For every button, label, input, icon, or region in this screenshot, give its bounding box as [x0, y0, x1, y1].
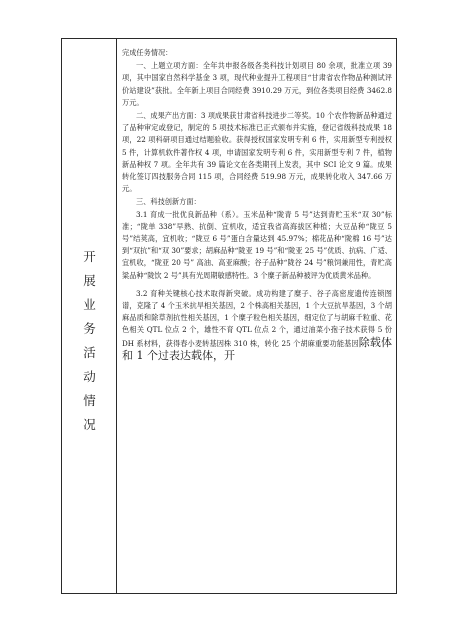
section1-title: 一、上题立项方面：	[136, 61, 203, 71]
section2-paragraph	[122, 110, 392, 195]
side-label-char: 动	[83, 369, 96, 384]
section3-1-text: 玉米品种“陇青 5 号”达到青贮玉米“双 30”标准；“陇单 338”早熟、抗倒、宜机收，适宜我省高海拔区种植；大豆品种“陇豆 5 号”结荚高，宜机收；“陇豆 6 号”蛋白含量达到 45.97%；棉花品种“陇棉 16 号”达到“双抗”和“双 30”要求；胡麻品种“陇亚 19 号”和“陇亚 25 号”优质、抗病、广适、宜机收，“陇亚 20 号” 高油、高亚麻酸；谷子品种“陇谷 24 号”粮饲兼用性，青贮高粱品种“陇饮 2 号”具有光周期敏感特性。3 个糜子新品种被评为优质黄米品种。	[122, 209, 392, 280]
side-label-char: 业	[83, 297, 96, 312]
section3-title: 三、科技创新方面：	[136, 197, 201, 207]
content-area	[122, 47, 392, 363]
intro-line: 完成任务情况：	[122, 48, 173, 57]
side-label-char: 务	[83, 321, 96, 336]
section3-1-title: 3.1 育成一批优良新品种（系）。	[136, 209, 244, 219]
form-table	[61, 38, 397, 594]
section2-text: 3 项成果获甘肃省科技进步二等奖。10 个农作物新品种通过了品种审定或登记，制定的 5 项技术标准已正式颁布并实施，登记省级科技成果 18 项，22 项科研项目通过结题验收。获得授权国家发明专利 6 件，实用新型专利授权 5 件，计算机软件著作权 4 项，申请国家发明专利 6 件，实用新型专利 7 件，植物新品种权 7 项。全年共有 39 篇论文在各类期刊上发表，其中 SCI 论文 9 篇。成果转化签订四技服务合同 115 项，合同经费 519.98 万元，成果转化收入 347.66 万元。	[122, 111, 392, 194]
section3-2-paragraph	[122, 288, 392, 363]
side-label-char: 活	[83, 345, 96, 360]
section3-2-text: 成功构建了糜子、谷子高密度遗传连锁图谱，克隆了 4 个玉米抗旱相关基因，2 个株高相关基因，1 个大豆抗旱基因，3 个胡麻品质和除草剂抗性相关基因，1 个糜子粒色相关基因，细定位了与胡麻千粒重、花色相关 QTL 位点 2 个，雄性不育 QTL 位点 2 个，通过油菜小孢子技术获得 5 份 DH 系材料，获得春小麦转基因株 310 株，转化 25 个胡麻重要功能基因	[122, 288, 392, 348]
section1-text: 全年共申报各级各类科技计划项目 80 余项，批准立项 39 项，其中国家自然科学基金 3 项，现代种业提升工程项目“甘肃省农作物品种测试评价站建设”获批。全年新上项目合同经费 3910.29 万元，到位各类项目经费 3462.8 万元。	[122, 61, 392, 107]
left-column	[62, 39, 117, 593]
section2-title: 二、成果产出方面：	[136, 111, 201, 121]
section3-2-tail: 除载体和 1 个过表达载体，开	[122, 335, 392, 362]
section3-2-title: 3.2 育种关键核心技术取得新突破。	[136, 288, 257, 298]
side-label-char: 开	[83, 249, 96, 264]
side-label-char: 展	[83, 273, 96, 288]
section1-paragraph	[122, 60, 392, 109]
side-label-char: 情	[83, 393, 96, 408]
side-label-char: 况	[83, 417, 96, 432]
side-label	[62, 245, 117, 437]
section3-1-paragraph	[122, 209, 392, 282]
